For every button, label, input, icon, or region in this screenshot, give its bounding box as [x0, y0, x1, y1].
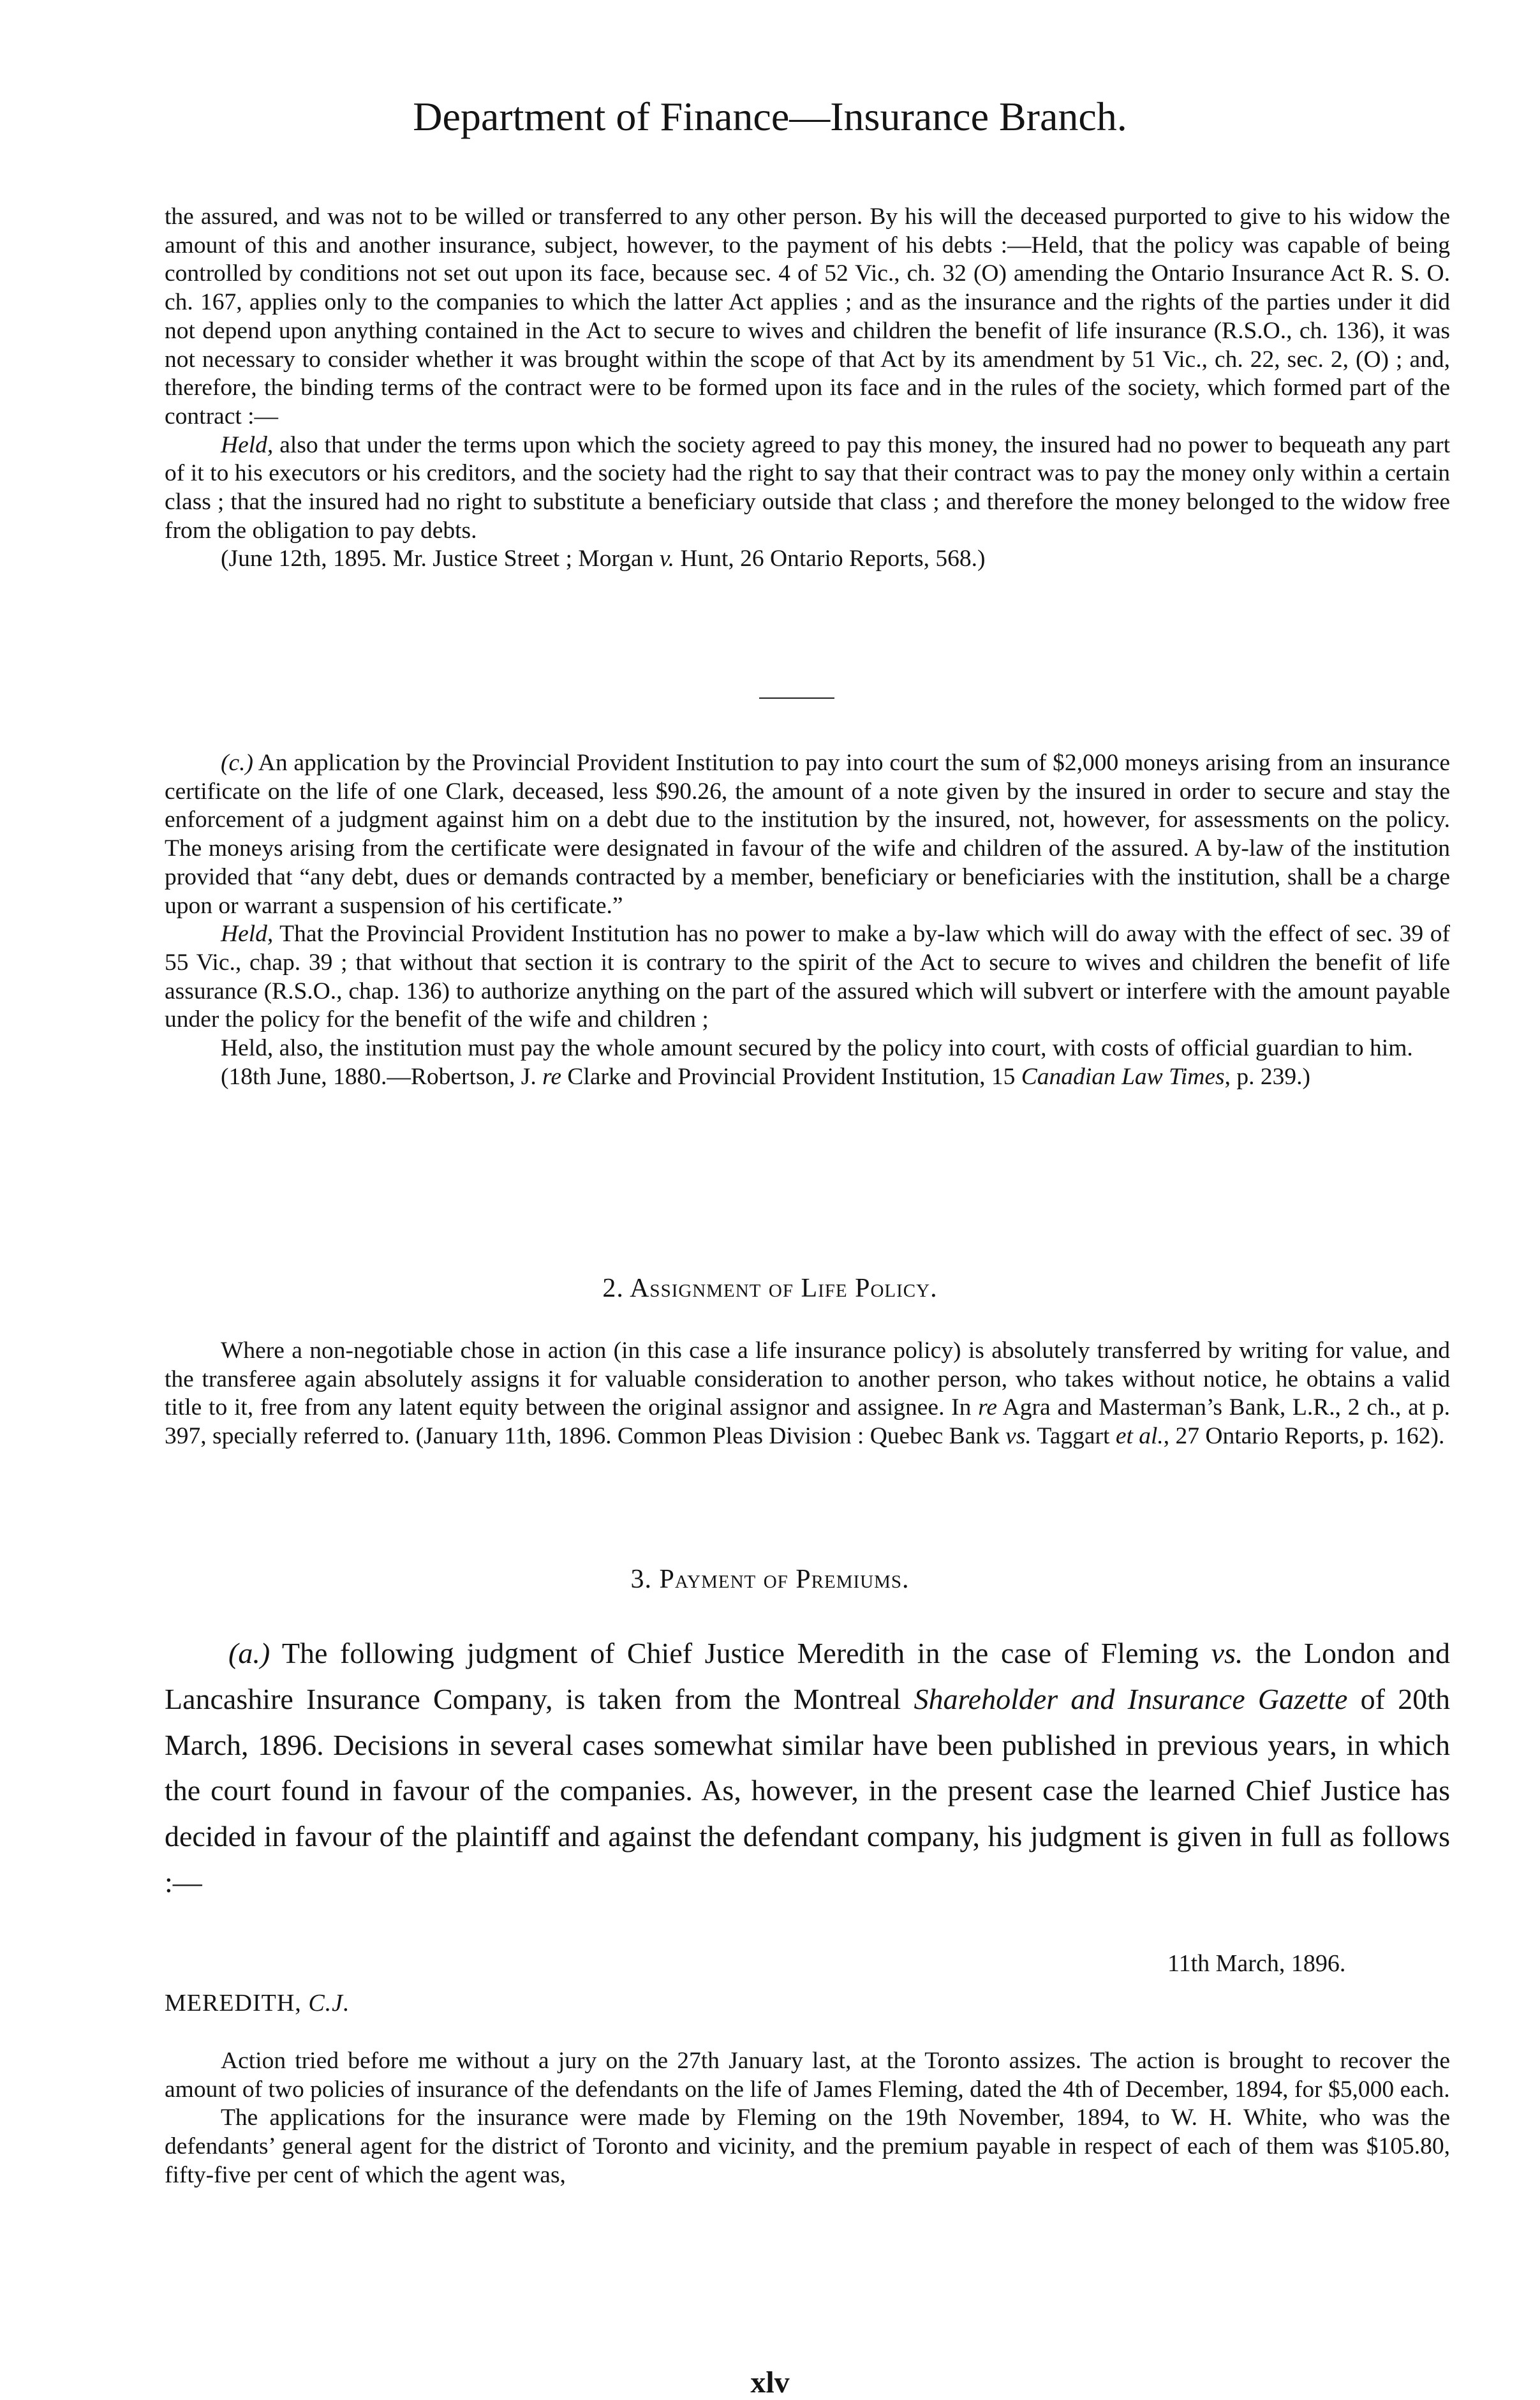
paragraph: (a.) The following judgment of Chief Justice Meredith in the case of Fleming vs. the London and Lancashire Insurance Company, is taken from the Montreal Shareholder and Insurance Gazette of 20th March, 1896. Decisions in several cases somewhat similar have been published in previous years, in which the court found in favour of the companies. As, however, in the present case the learned Chief Justice has decided in favour of the plaintiff and against the defendant company, his judgment is given in full as follows :— [165, 1637, 1451, 1898]
judgment-text [165, 2047, 1450, 2190]
judge-name: MEREDITH, C.J. [165, 1990, 350, 2016]
page-number: xlv [750, 2366, 790, 2399]
paragraph: Held, also, the institution must pay the whole amount secured by the policy into court, with costs of official guardian to him. [221, 1035, 1413, 1062]
citation: (June 12th, 1895. Mr. Justice Street ; Morgan v. Hunt, 26 Ontario Reports, 568.) [221, 546, 986, 572]
case-block-3 [165, 1337, 1450, 1451]
section-heading: 2. Assignment of Life Policy. [602, 1274, 938, 1303]
paragraph: Action tried before me without a jury on the 27th January last, at the Toronto assizes. The action is brought to recover the amount of two policies of insurance of the defendants on the life of James Fleming, dated the 4th of December, 1894, for $5,000 each. [165, 2048, 1450, 2103]
paragraph: The applications for the insurance were made by Fleming on the 19th November, 1894, to W. H. White, who was the defendants’ general agent for the district of Toronto and vicinity, and the premium payable in respect of each of them was $105.80, fifty-five per cent of which the agent was, [165, 2105, 1450, 2188]
citation: (18th June, 1880.—Robertson, J. re Clarke and Provincial Provident Institution, 15 Canadian Law Times, p. 239.) [221, 1063, 1310, 1090]
case-block-2 [165, 749, 1450, 1091]
intro-paragraph [165, 1630, 1450, 1905]
paragraph: Where a non-negotiable chose in action (in this case a life insurance policy) is absolutely transferred by writing for value, and the transferee again absolutely assigns it for valuable consideration to another person, who takes without notice, he obtains a valid title to it, free from any latent equity between the original assignor and assignee. In re Agra and Masterman’s Bank, L.R., 2 ch., at p. 397, specially referred to. (January 11th, 1896. Common Pleas Division : Quebec Bank vs. Taggart et al., 27 Ontario Reports, p. 162). [165, 1338, 1450, 1450]
judgment-date: 11th March, 1896. [1167, 1950, 1346, 1977]
paragraph: Held, also that under the terms upon which the society agreed to pay this money, the insured had no power to bequeath any part of it to his executors or his creditors, and the society had the right to say that their contract was to pay the money only within a certain class ; that the insured had no right to substitute a beneficiary outside that class ; and therefore the money belonged to the widow free from the obligation to pay debts. [165, 431, 1450, 544]
paragraph: the assured, and was not to be willed or transferred to any other person. By his will the deceased purported to give to his widow the amount of this and another insurance, subject, however, to the payment of his debts :—Held, that the policy was capable of being controlled by conditions not set out upon its face, because sec. 4 of 52 Vic., ch. 32 (O) amending the Ontario Insurance Act R. S. O. ch. 167, applies only to the companies to which the latter Act applies ; and as the insurance and the rights of the parties under it did not depend upon anything contained in the Act to secure to wives and children the benefit of life insurance (R.S.O., ch. 136), it was not necessary to consider whether it was brought within the scope of that Act by its amendment by 51 Vic., ch. 22, sec. 2, (O) ; and, therefore, the binding terms of the contract were to be formed upon its face and in the rules of the society, which formed part of the contract :— [165, 204, 1450, 429]
case-block-1 [165, 203, 1450, 574]
section-divider [759, 697, 834, 699]
paragraph: Held, That the Provincial Provident Institution has no power to make a by-law which will do away with the effect of sec. 39 of 55 Vic., chap. 39 ; that without that section it is contrary to the spirit of the Act to secure to wives and children the benefit of life assurance (R.S.O., chap. 136) to authorize anything on the part of the assured which will subvert or interfere with the amount payable under the policy for the benefit of the wife and children ; [165, 921, 1450, 1033]
running-header: Department of Finance—Insurance Branch. [413, 94, 1127, 139]
section-heading: 3. Payment of Premiums. [630, 1565, 910, 1594]
paragraph: (c.) An application by the Provincial Provident Institution to pay into court the sum of $2,000 moneys arising from an insurance certificate on the life of one Clark, deceased, less $90.26, the amount of a note given by the insured in order to secure and stay the enforcement of a judgment against him on a debt due to the institution by the insured, not, however, for assessments on the policy. The moneys arising from the certificate were designated in favour of the wife and children of the assured. A by-law of the institution provided that “any debt, dues or demands contracted by a member, beneficiary or beneficiaries with the institution, shall be a charge upon or warrant a suspension of his certificate.” [165, 750, 1450, 919]
